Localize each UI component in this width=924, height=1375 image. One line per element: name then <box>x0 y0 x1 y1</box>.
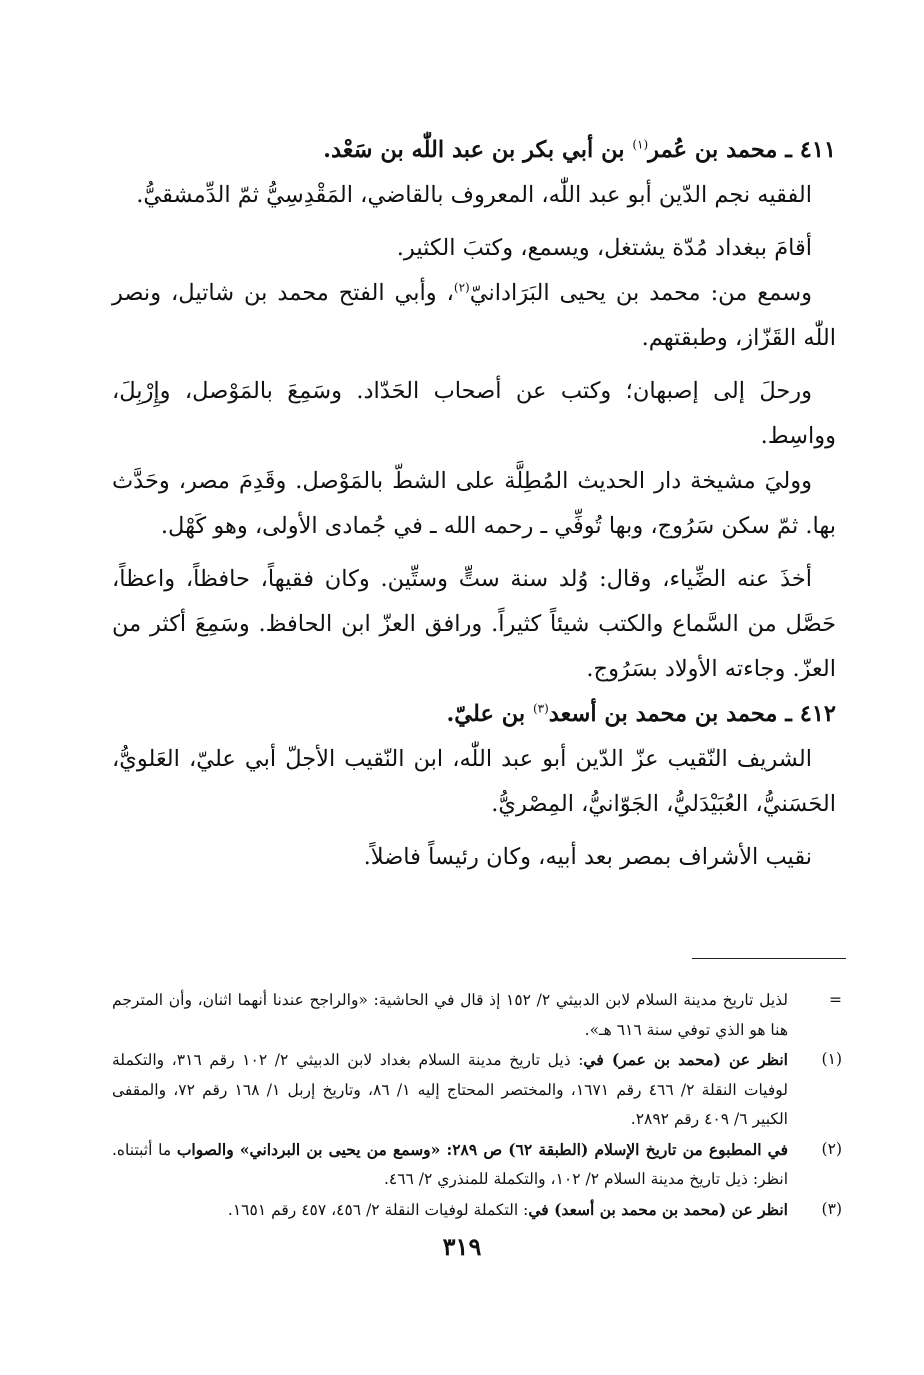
entry-412-paragraph: الشريف النّقيب عزّ الدّين أبو عبد اللّٰه، ابن النّقيب الأجلّ أبي عليّ، العَلويُّ، الحَسَنيُّ، العُبَيْدَليُّ، الجَوّانيُّ، المِصْريُّ. <box>112 746 836 817</box>
footnote-text: انظر عن (محمد بن محمد بن أسعد) في: التكملة لوفيات النقلة ٢/ ٤٥٦، ٤٥٧ رقم ١٦٥١. <box>227 1199 788 1219</box>
footnote-ref-2[interactable]: (٢) <box>453 280 470 295</box>
footnote <box>112 986 844 1045</box>
entry-411-paragraph: أقامَ ببغداد مُدّة يشتغل، ويسمع، وكتبَ الكثير. <box>396 235 812 261</box>
entry-411-heading: ٤١١ ـ محمد بن عُمر$^{(١)}$ بن أبي بكر بن عبد اللّٰه بن سَعْد. <box>323 137 836 163</box>
footnote-mark: = <box>829 991 842 1009</box>
footnote-text: انظر عن (محمد بن عمر) في: ذيل تاريخ مدينة السلام بغداد لابن الدبيثي ٢/ ١٠٢ رقم ٣١٦، والتكملة لوفيات النقلة ٢/ ٤٦٦ رقم ١٦٧١، والمختصر المحتاج إليه ١/ ٨٦، وتاريخ إربل ١/ ١٦٨ رقم ٧٢، والمقفى الكبير ٦/ ٤٠٩ رقم ٢٨٩٢. <box>112 1050 788 1128</box>
entry-411-paragraph: الفقيه نجم الدّين أبو عبد اللّٰه، المعروف بالقاضي، المَقْدِسِيُّ ثمّ الدِّمشقيُّ. <box>136 182 812 208</box>
footnote <box>112 1195 844 1226</box>
footnote-separator <box>692 958 846 959</box>
entry-411-paragraph: وسمع من: محمد بن يحيى البَرَادانيّ$^{(٢)}$، وأبي الفتح محمد بن شاتيل، ونصر اللّٰه القَزّاز، وطبقتهم. <box>112 280 836 351</box>
main-text <box>112 128 836 880</box>
entry-411-paragraph: ورحلَ إلى إصبهان؛ وكتب عن أصحاب الحَدّاد. وسَمِعَ بالمَوْصل، وإِرْبِلَ، وواسِط. <box>112 378 836 449</box>
footnote-mark: (٢) <box>821 1139 842 1158</box>
footnote <box>112 1135 844 1195</box>
footnote-text: لذيل تاريخ مدينة السلام لابن الدبيثي ٢/ ١٥٢ إذ قال في الحاشية: «والراجح عندنا أنهما اثنان، وأن المترجم هنا هو الذي توفي سنة ٦١٦ هـ». <box>112 991 788 1039</box>
footnote-text: في المطبوع من تاريخ الإسلام (الطبقة ٦٢) ص ٢٨٩: «وسمع من يحيى بن البرداني» والصواب ما أثبتناه. انظر: ذيل تاريخ مدينة السلام ٢/ ١٠٢، والتكملة للمنذري ٢/ ٤٦٦. <box>112 1139 788 1188</box>
footnotes <box>112 986 844 1225</box>
entry-412-heading: ٤١٢ ـ محمد بن محمد بن أسعد$^{(٣)}$ بن عليّ. <box>446 701 836 727</box>
footnote-mark: (٣) <box>821 1199 842 1218</box>
footnote-mark: (١) <box>821 1050 842 1068</box>
footnote-ref-3[interactable]: (٣) <box>532 701 549 716</box>
footnote <box>112 1045 844 1135</box>
entry-411-paragraph: ووليَ مشيخة دار الحديث المُطِلَّة على الشطّ بالمَوْصل. وقَدِمَ مصر، وحَدَّث بها. ثمّ سكن سَرُوج، وبها تُوفِّي ـ رحمه الله ـ في جُمادى الأولى، وهو كَهْل. <box>112 468 836 539</box>
page-number: ٣١٩ <box>442 1232 482 1261</box>
entry-411-paragraph: أخذَ عنه الضِّياء، وقال: وُلد سنة ستٍّ وستِّين. وكان فقيهاً، حافظاً، واعظاً، حَصَّل من السَّماع والكتب شيئاً كثيراً. ورافق العزّ ابن الحافظ. وسَمِعَ أكثر من العزّ. وجاءته الأولاد بسَرُوج. <box>112 566 836 682</box>
footnote-ref-1[interactable]: (١) <box>632 137 649 152</box>
entry-412-paragraph: نقيب الأشراف بمصر بعد أبيه، وكان رئيساً فاضلاً. <box>363 844 812 870</box>
